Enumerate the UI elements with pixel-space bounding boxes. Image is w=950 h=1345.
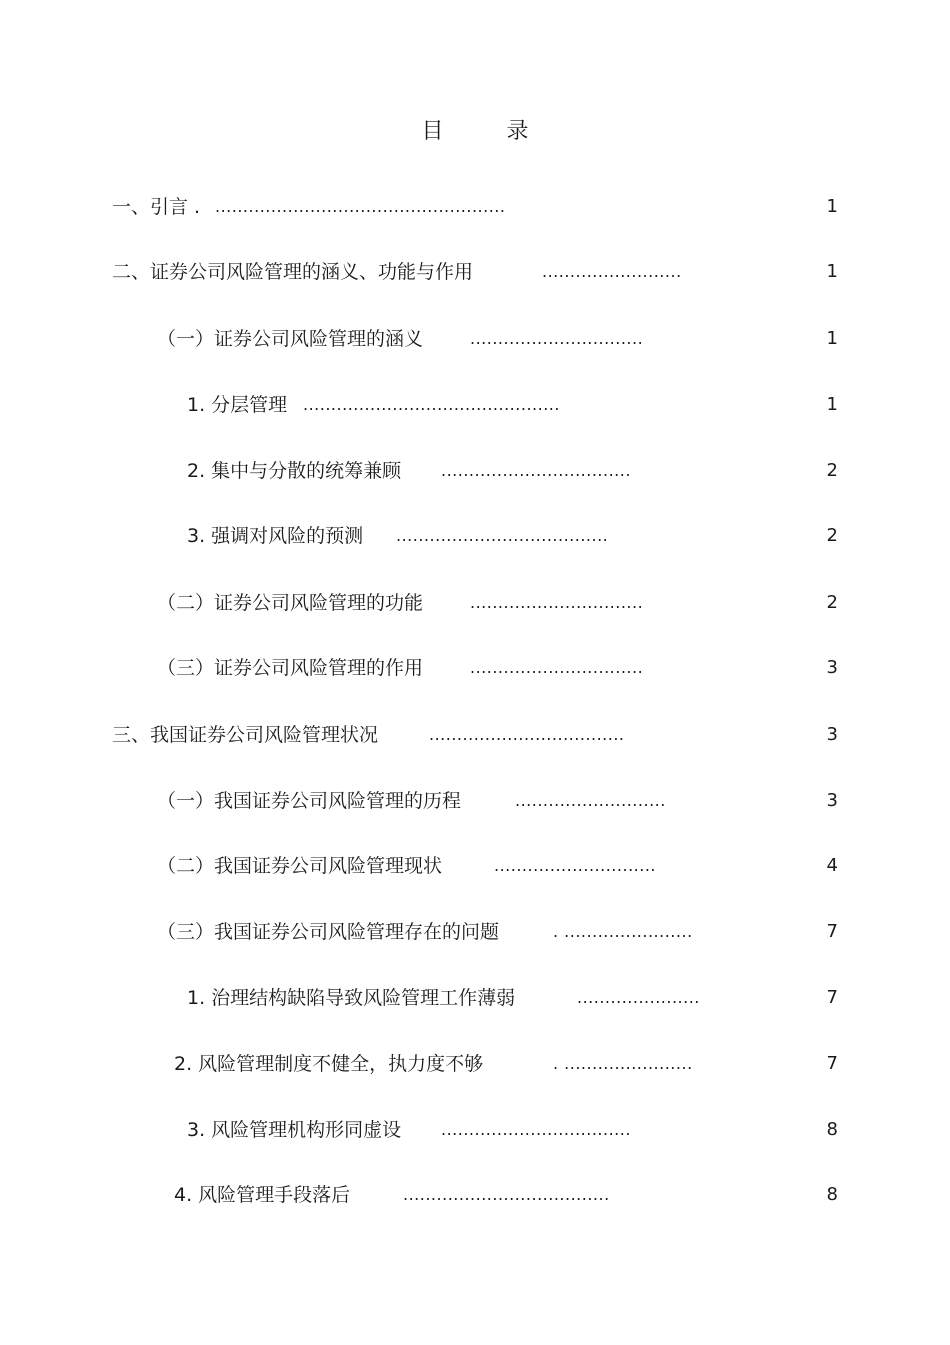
toc-entry [187, 983, 852, 1013]
toc-entry [157, 324, 852, 354]
toc-leader-dots: ...................... [577, 988, 700, 1007]
toc-entry [112, 720, 852, 750]
toc-page-number: 3 [826, 724, 838, 745]
toc-entry [157, 851, 852, 881]
toc-leader-dots: . ....................... [553, 1054, 693, 1073]
toc-entry-label: （一）我国证券公司风险管理的历程 [157, 790, 462, 812]
toc-page-number: 1 [826, 261, 838, 282]
toc-entry-label: 三、我国证券公司风险管理状况 [112, 724, 379, 746]
toc-leader-dots: .................................. [441, 461, 631, 480]
toc-leader-dots: ........................... [515, 791, 666, 810]
toc-entry-label: 2. 风险管理制度不健全，执力度不够 [174, 1053, 484, 1075]
toc-entry [157, 917, 852, 947]
toc-entry-label: （三）证券公司风险管理的作用 [157, 657, 424, 679]
toc-entry [174, 1180, 852, 1210]
toc-leader-dots: ..................................... [403, 1185, 610, 1204]
toc-title: 目 录 [421, 119, 557, 144]
toc-entry [112, 192, 852, 222]
toc-entry-label: 3. 强调对风险的预测 [187, 525, 364, 547]
toc-entry-label: 1. 分层管理 [187, 394, 288, 416]
toc-leader-dots: .................................. [441, 1120, 631, 1139]
toc-entry-label: 2. 集中与分散的统筹兼顾 [187, 460, 402, 482]
toc-entry [112, 257, 852, 287]
toc-page-number: 2 [826, 592, 838, 613]
toc-leader-dots: ...................................... [396, 526, 609, 545]
toc-leader-dots: ............................. [494, 856, 656, 875]
toc-leader-dots: .............................................. [303, 395, 560, 414]
toc-entry-label: （一）证券公司风险管理的涵义 [157, 328, 424, 350]
toc-leader-dots: ............................... [470, 658, 644, 677]
toc-page-number: 3 [826, 657, 838, 678]
toc-page-number: 8 [826, 1119, 838, 1140]
toc-page-number: 2 [826, 525, 838, 546]
toc-entry [187, 1115, 852, 1145]
toc-leader-dots: ......................... [542, 262, 682, 281]
toc-leader-dots: ............................... [470, 329, 644, 348]
toc-entry [187, 456, 852, 486]
toc-entry [157, 786, 852, 816]
toc-leader-dots: . ....................... [553, 922, 693, 941]
toc-entry-label: （二）我国证券公司风险管理现状 [157, 855, 443, 877]
toc-entry-label: （二）证券公司风险管理的功能 [157, 592, 424, 614]
toc-entry-label: 二、证券公司风险管理的涵义、功能与作用 [112, 261, 474, 283]
toc-page-number: 4 [826, 855, 838, 876]
toc-entry-label: 4. 风险管理手段落后 [174, 1184, 351, 1206]
toc-entry-label: 1. 治理结构缺陷导致风险管理工作薄弱 [187, 987, 516, 1009]
toc-page-number: 7 [826, 1053, 838, 1074]
toc-page-number: 7 [826, 921, 838, 942]
toc-entry [157, 653, 852, 683]
toc-entry-label: （三）我国证券公司风险管理存在的问题 [157, 921, 500, 943]
toc-page-number: 3 [826, 790, 838, 811]
toc-page-number: 7 [826, 987, 838, 1008]
toc-page-number: 1 [826, 328, 838, 349]
toc-entry-label: 3. 风险管理机构形同虚设 [187, 1119, 402, 1141]
toc-page-number: 8 [826, 1184, 838, 1205]
toc-entry [187, 521, 852, 551]
toc-leader-dots: ............................... [470, 593, 644, 612]
toc-leader-dots: .................................................... [215, 197, 506, 216]
toc-entry [157, 588, 852, 618]
toc-entry-label: 一、引言 . [112, 196, 201, 218]
toc-entry [174, 1049, 852, 1079]
toc-page-number: 1 [826, 196, 838, 217]
toc-page-number: 2 [826, 460, 838, 481]
toc-page-number: 1 [826, 394, 838, 415]
toc-leader-dots: ................................... [429, 725, 625, 744]
toc-entry [187, 390, 852, 420]
